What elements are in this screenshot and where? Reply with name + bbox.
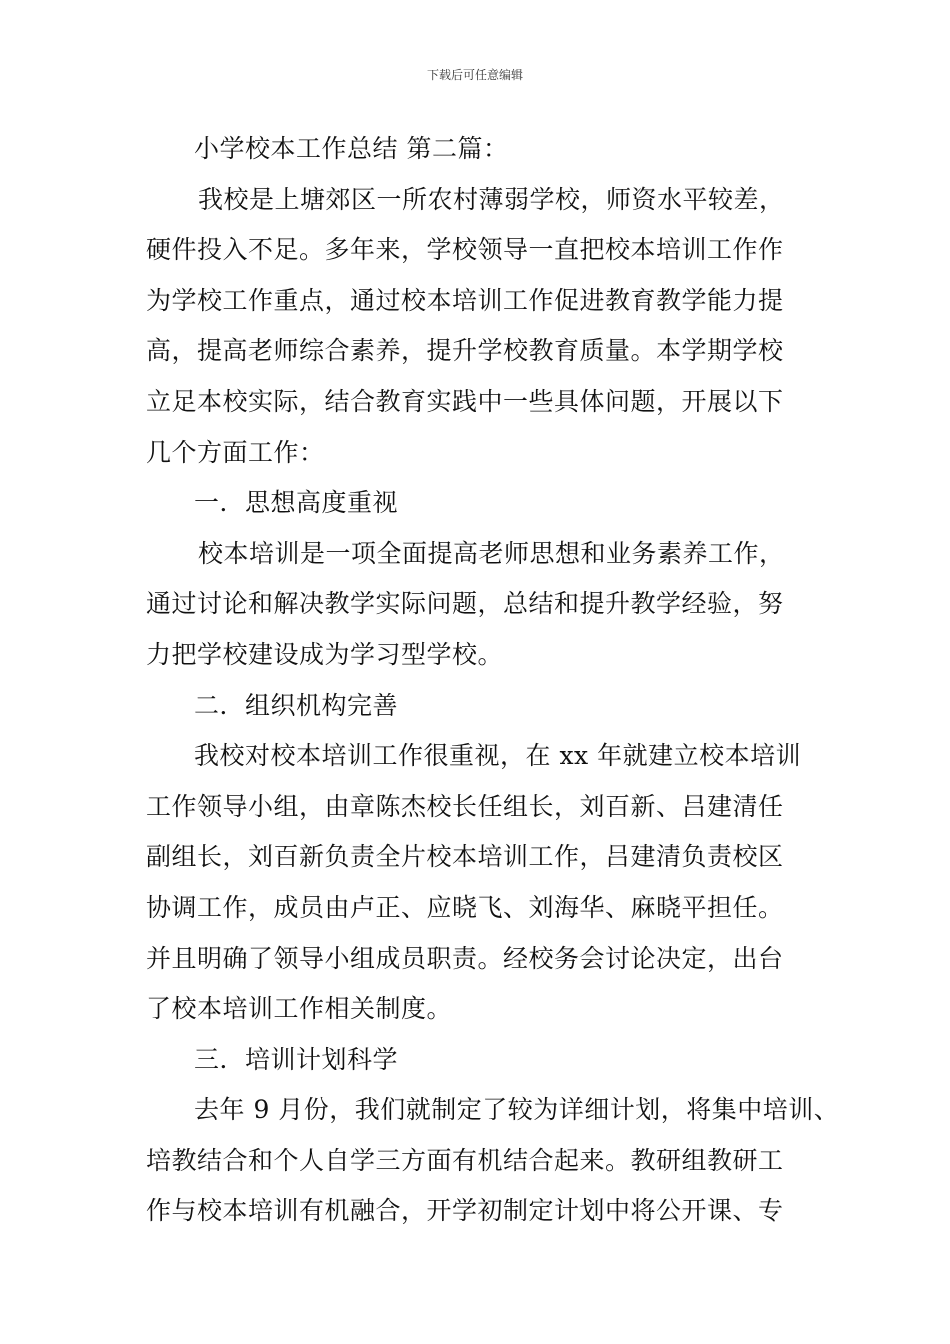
document-body [146, 128, 840, 1241]
document-title: 小学校本工作总结 第二篇： [194, 134, 509, 163]
paragraph-line: 去年 9 月份，我们就制定了较为详细计划，将集中培训、 [194, 1095, 840, 1125]
paragraph-line: 工作领导小组，由章陈杰校长任组长，刘百新、吕建清任 [146, 791, 784, 821]
paragraph-line: 副组长，刘百新负责全片校本培训工作，吕建清负责校区 [146, 842, 784, 872]
section-heading: 三．培训计划科学 [194, 1044, 399, 1074]
paragraph-line: 通过讨论和解决教学实际问题，总结和提升教学经验，努 [146, 589, 784, 619]
paragraph-line: 我校对校本培训工作很重视，在 xx 年就建立校本培训 [194, 741, 802, 771]
paragraph-line: 几个方面工作： [146, 437, 325, 467]
paragraph-line: 为学校工作重点，通过校本培训工作促进教育教学能力提 [146, 285, 784, 315]
page-header-note: 下载后可任意编辑 [426, 68, 523, 82]
paragraph-line: 力把学校建设成为学习型学校。 [146, 639, 504, 669]
paragraph-line: 培教结合和个人自学三方面有机结合起来。教研组教研工 [146, 1145, 784, 1175]
paragraph-line: 我校是上塘郊区一所农村薄弱学校，师资水平较差， [198, 184, 785, 214]
section-heading: 一．思想高度重视 [194, 488, 399, 518]
paragraph-line: 立足本校实际，结合教育实践中一些具体问题，开展以下 [146, 386, 784, 416]
paragraph-line: 并且明确了领导小组成员职责。经校务会讨论决定，出台 [146, 943, 784, 973]
paragraph-line: 了校本培训工作相关制度。 [146, 994, 453, 1024]
paragraph-line: 高，提高老师综合素养，提升学校教育质量。本学期学校 [146, 336, 784, 366]
paragraph-line: 硬件投入不足。多年来，学校领导一直把校本培训工作作 [146, 235, 784, 265]
section-heading: 二．组织机构完善 [194, 690, 399, 720]
paragraph-line: 校本培训是一项全面提高老师思想和业务素养工作， [198, 538, 785, 568]
paragraph-line: 协调工作，成员由卢正、应晓飞、刘海华、麻晓平担任。 [146, 892, 784, 922]
paragraph-line: 作与校本培训有机融合，开学初制定计划中将公开课、专 [146, 1196, 784, 1226]
